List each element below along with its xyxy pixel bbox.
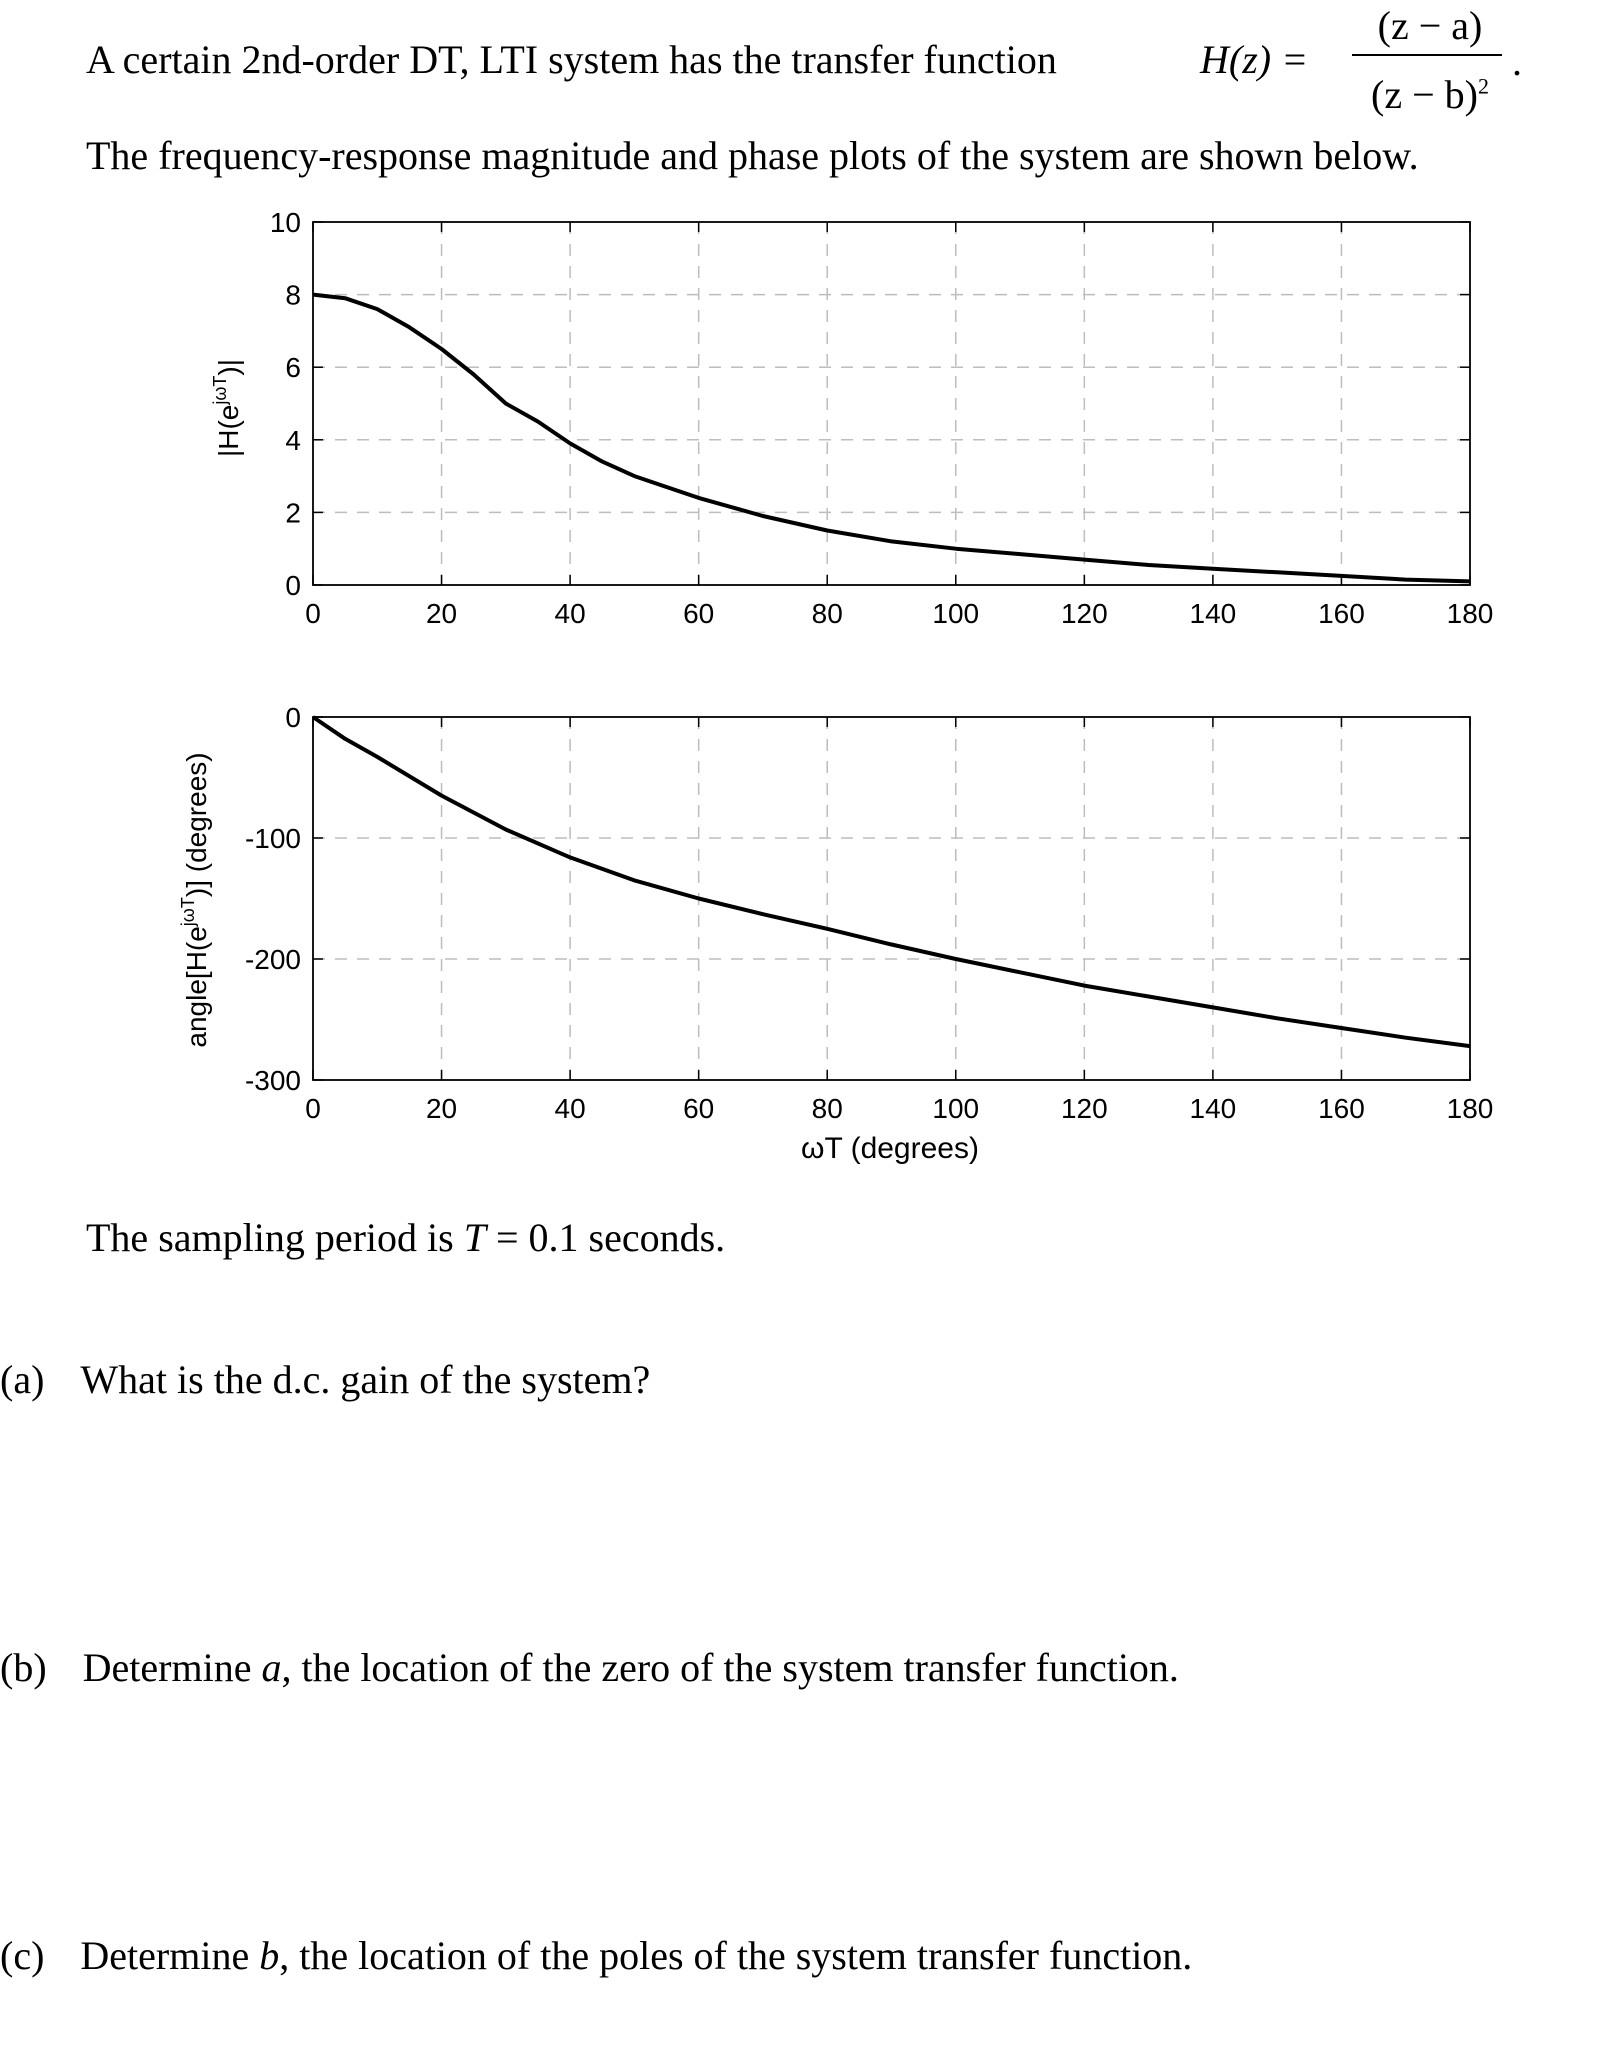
y-tick-label: 6 xyxy=(285,352,301,384)
phase-xlabel: ωT (degrees) xyxy=(801,1132,979,1165)
x-tick-label: 120 xyxy=(1060,598,1108,629)
question-b-label: (b) xyxy=(0,1645,47,1690)
sampling-period-text: The sampling period is T = 0.1 seconds. xyxy=(86,1215,726,1260)
magnitude-plot xyxy=(270,207,1494,629)
y-tick-label: -200 xyxy=(244,944,301,975)
plot-frame xyxy=(313,222,1470,585)
magnitude-curve xyxy=(313,295,1470,582)
x-tick-label: 180 xyxy=(1446,1093,1494,1124)
y-tick-label: 4 xyxy=(285,424,301,456)
x-tick-label: 100 xyxy=(932,1093,980,1124)
phase-ylabel: $angle[H(e^{j\omega T})]$ (degrees) xyxy=(178,752,212,1048)
intro-line1: A certain 2nd-order DT, LTI system has the transfer function xyxy=(86,37,1057,82)
y-tick-label: 8 xyxy=(285,279,301,311)
transfer-function-denominator: $(z - b)^2$ xyxy=(1371,72,1489,117)
y-tick-label: 2 xyxy=(285,497,301,529)
x-tick-label: 0 xyxy=(305,1093,321,1124)
x-tick-label: 160 xyxy=(1318,1093,1365,1124)
question-a xyxy=(0,1357,651,1402)
x-tick-label: 160 xyxy=(1318,598,1365,629)
x-tick-label: 20 xyxy=(425,1093,458,1124)
question-a-label: (a) xyxy=(0,1357,45,1402)
y-tick-label: -100 xyxy=(244,823,301,854)
transfer-function-period: . xyxy=(1512,39,1522,84)
x-tick-label: 20 xyxy=(425,598,458,629)
x-tick-label: 80 xyxy=(811,598,843,629)
y-tick-label: 0 xyxy=(285,702,301,733)
x-tick-label: 140 xyxy=(1189,1093,1237,1124)
x-tick-label: 60 xyxy=(683,1093,715,1124)
plot-frame xyxy=(313,717,1470,1080)
y-tick-label: 10 xyxy=(269,207,301,238)
question-b: (b) Determine a, the location of the zero of the system transfer function. xyxy=(0,1645,1179,1690)
intro-line2: The frequency-response magnitude and phase plots of the system are shown below. xyxy=(86,133,1419,178)
transfer-function-lhs: H(z) = xyxy=(1200,37,1309,82)
x-tick-label: 180 xyxy=(1446,598,1494,629)
x-tick-label: 40 xyxy=(554,598,586,629)
question-c-label: (c) xyxy=(0,1933,45,1978)
y-tick-label: -300 xyxy=(244,1065,301,1096)
x-tick-label: 140 xyxy=(1189,598,1237,629)
magnitude-ylabel: $|H(e^{j\omega T})|$ xyxy=(210,358,244,458)
y-tick-label: 0 xyxy=(285,570,301,601)
x-tick-label: 40 xyxy=(554,1093,586,1124)
question-c: (c) Determine b, the location of the poles of the system transfer function. xyxy=(0,1933,1193,1978)
x-tick-label: 0 xyxy=(305,598,321,629)
x-tick-label: 120 xyxy=(1060,1093,1108,1124)
phase-curve xyxy=(313,717,1470,1046)
x-tick-label: 80 xyxy=(811,1093,843,1124)
question-a-text: What is the d.c. gain of the system? xyxy=(80,1357,651,1402)
phase-plot xyxy=(245,702,1493,1124)
transfer-function-numerator: (z − a) xyxy=(1377,3,1483,48)
x-tick-label: 60 xyxy=(683,598,715,629)
x-tick-label: 100 xyxy=(932,598,980,629)
